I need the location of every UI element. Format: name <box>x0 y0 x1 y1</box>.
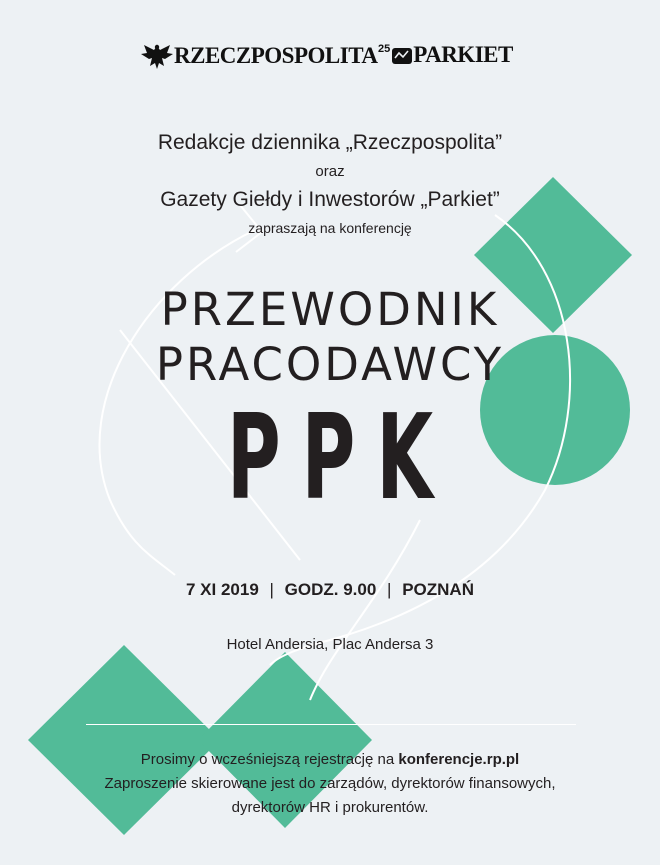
parkiet-logo <box>378 42 513 68</box>
eagle-emblem-icon <box>140 42 174 70</box>
intro-line-2: Gazety Giełdy i Inwestorów „Parkiet” <box>160 188 500 211</box>
title-line-2: PRACODAWCY <box>155 338 505 391</box>
rzeczpospolita-wordmark: RZECZPOSPOLITA <box>174 43 378 68</box>
intro-line-3: zapraszają na konferencję <box>248 220 412 236</box>
parkiet-anniversary: 25 <box>378 43 391 55</box>
separator: | <box>387 580 392 599</box>
title-line-1: PRZEWODNIK <box>160 283 500 336</box>
event-venue: Hotel Andersia, Plac Andersa 3 <box>226 636 434 653</box>
registration-link[interactable]: konferencje.rp.pl <box>398 751 520 768</box>
logo-bar <box>0 40 660 76</box>
registration-line <box>0 751 660 768</box>
white-arc-lower <box>310 520 420 700</box>
footer-divider <box>86 724 576 725</box>
rzeczpospolita-logo <box>140 42 377 70</box>
event-time: GODZ. 9.00 <box>284 580 377 599</box>
intro-oraz: oraz <box>315 163 345 180</box>
parkiet-emblem-icon <box>391 44 413 66</box>
intro-line-1: Redakcje dziennika „Rzeczpospolita” <box>157 131 503 154</box>
invitation-note-line-1: Zaproszenie skierowane jest do zarządów, dyrektorów finansowych, <box>104 775 556 792</box>
registration-prefix: Prosimy o wcześniejszą rejestrację na <box>140 751 395 768</box>
title-ppk: PPK <box>226 388 455 526</box>
event-details <box>0 580 660 600</box>
invitation-note-line-2: dyrektorów HR i prokurentów. <box>231 799 429 816</box>
separator: | <box>269 580 274 599</box>
event-date: 7 XI 2019 <box>186 580 259 599</box>
parkiet-wordmark: PARKIET <box>413 42 513 67</box>
event-city: POZNAŃ <box>402 580 474 599</box>
